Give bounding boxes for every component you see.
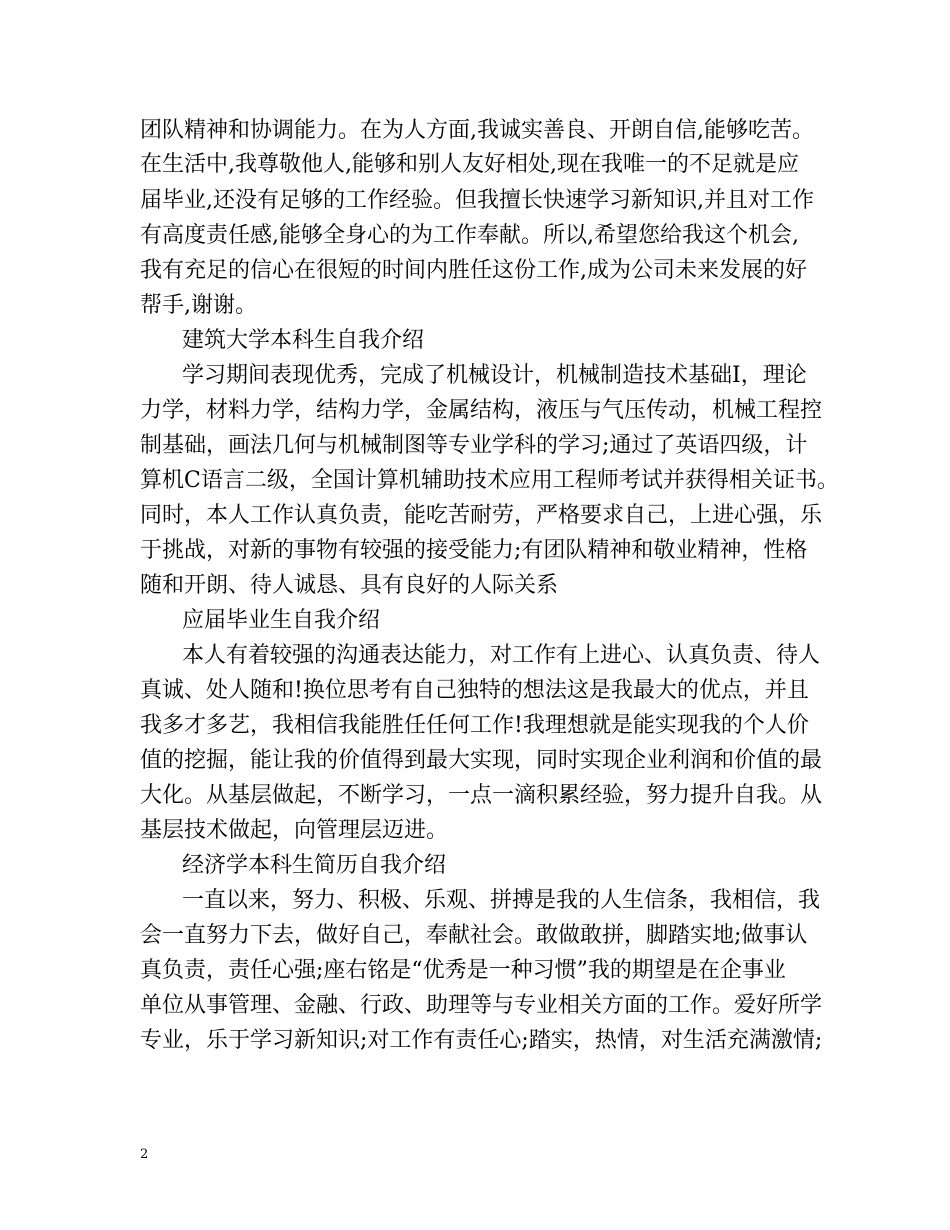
page-number: 2 <box>140 1147 149 1162</box>
text-line-10: 制基础，画法几何与机械制图等专业学科的学习;通过了英语四级，计 <box>140 433 808 458</box>
text-line-8: 学习期间表现优秀，完成了机械设计，机械制造技术基础Ⅰ，理论 <box>182 363 807 388</box>
text-line-17: 真诚、处人随和!换位思考有自己独特的想法这是我最大的优点，并且 <box>140 678 809 703</box>
text-line-21: 基层技术做起，向管理层迈进。 <box>140 818 449 843</box>
section-heading-graduate: 应届毕业生自我介绍 <box>182 608 381 633</box>
text-line-16: 本人有着较强的沟通表达能力，对工作有上进心、认真负责、待人 <box>182 643 821 668</box>
section-heading-architecture: 建筑大学本科生自我介绍 <box>182 328 425 353</box>
text-line-25: 真负责，责任心强;座右铭是“优秀是一种习惯”我的期望是在企事业 <box>140 958 786 983</box>
text-line-13: 于挑战，对新的事物有较强的接受能力;有团队精神和敬业精神，性格 <box>140 538 808 563</box>
text-line-4: 有高度责任感,能够全身心的为工作奉献。所以,希望您给我这个机会, <box>140 223 799 248</box>
text-line-11: 算机C语言二级，全国计算机辅助技术应用工程师考试并获得相关证书。 <box>140 468 839 493</box>
text-line-24: 会一直努力下去，做好自己，奉献社会。敢做敢拼，脚踏实地;做事认 <box>140 923 808 948</box>
text-line-14: 随和开朗、待人诚恳、具有良好的人际关系 <box>140 573 559 598</box>
text-line-23: 一直以来，努力、积极、乐观、拼搏是我的人生信条，我相信，我 <box>182 888 821 913</box>
text-line-18: 我多才多艺，我相信我能胜任任何工作!我理想就是能实现我的个人价 <box>140 713 809 738</box>
text-line-6: 帮手,谢谢。 <box>140 293 257 318</box>
text-line-19: 值的挖掘，能让我的价值得到最大实现，同时实现企业利润和价值的最 <box>140 748 823 773</box>
text-line-20: 大化。从基层做起，不断学习，一点一滴积累经验，努力提升自我。从 <box>140 783 823 808</box>
text-line-9: 力学，材料力学，结构力学，金属结构，液压与气压传动，机械工程控 <box>140 398 823 423</box>
section-heading-economics: 经济学本科生简历自我介绍 <box>182 853 447 878</box>
text-line-3: 届毕业,还没有足够的工作经验。但我擅长快速学习新知识,并且对工作 <box>140 188 814 213</box>
text-line-26: 单位从事管理、金融、行政、助理等与专业相关方面的工作。爱好所学 <box>140 993 823 1018</box>
text-line-5: 我有充足的信心在很短的时间内胜任这份工作,成为公司未来发展的好 <box>140 258 807 283</box>
text-line-12: 同时，本人工作认真负责，能吃苦耐劳，严格要求自己，上进心强，乐 <box>140 503 823 528</box>
text-line-27: 专业，乐于学习新知识;对工作有责任心;踏实，热情，对生活充满激情; <box>140 1028 823 1053</box>
text-line-1: 团队精神和协调能力。在为人方面,我诚实善良、开朗自信,能够吃苦。 <box>140 118 814 143</box>
text-line-2: 在生活中,我尊敬他人,能够和别人友好相处,现在我唯一的不足就是应 <box>140 152 799 177</box>
